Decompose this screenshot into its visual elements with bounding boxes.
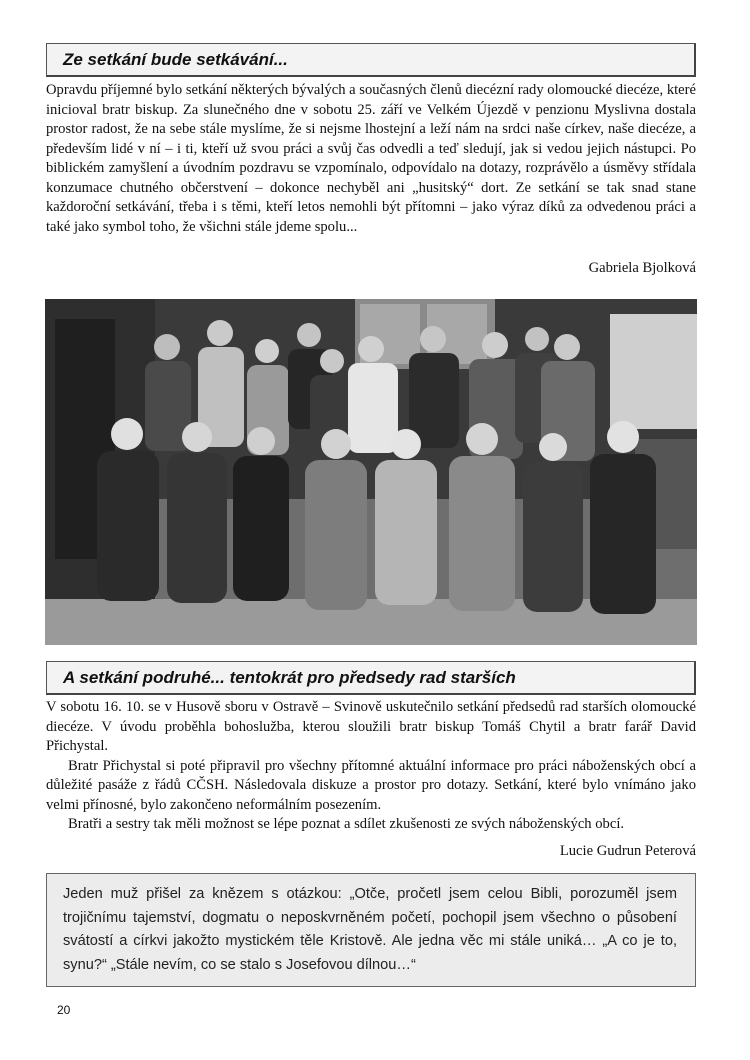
person-head [111, 418, 143, 450]
person-body [523, 462, 583, 612]
person-head [255, 339, 279, 363]
group-photo [45, 299, 697, 645]
person-head [154, 334, 180, 360]
person-body [375, 460, 437, 605]
back-row [145, 320, 595, 461]
person-body [449, 456, 515, 611]
article-paragraph: Opravdu příjemné bylo setkání některých bývalých a současných členů diecézní rady olomoucké diecéze, které inicioval bratr biskup. Za slunečného dne v sobotu 25. září ve Velkém Újezdě v penzionu Myslivna dostala prostor radost, že na sebe stále myslíme, že si nejsme lhostejní a leží nám na srdci naše církev, naše diecéze, a především lidé v ní – i ti, kteří už svou práci a svůj čas odvedli a teď sledují, jak si vedou jejich nástupci. Po biblickém zamyšlení a úvodním pozdravu se vzpomínalo, odpovídalo na dotazy, rozprávělo a úsměvy střídala konzumace chutného občerstvení – dokonce nechyběl ani „husitský“ dort. Ze setkání se tak snad stane každoroční setkávání, třeba i s těmi, kteří letos nemohli být přítomni – jako výraz díků za odvedenou práci a také jako symbol toho, že všichni stále jdeme spolu... [46, 82, 696, 235]
article-title: A setkání podruhé... tentokrát pro předsedy rad starších [63, 668, 516, 687]
person-head [207, 320, 233, 346]
person-head [607, 421, 639, 453]
person-head [182, 422, 212, 452]
person-body [305, 460, 367, 610]
joke-box [46, 873, 696, 987]
person-body [590, 454, 656, 614]
person-head [391, 429, 421, 459]
article-body [46, 698, 696, 835]
article-title: Ze setkání bude setkávání... [63, 50, 288, 69]
person-body [97, 451, 159, 601]
page-number: 20 [57, 1003, 71, 1017]
person-head [482, 332, 508, 358]
person-head [525, 327, 549, 351]
person-head [358, 336, 384, 362]
joke-text: Jeden muž přišel za knězem s otázkou: „Otče, pročetl jsem celou Bibli, porozuměl jsem trojičnímu tajemství, dogmatu o neposkvrněném početí, pochopil jsem všechno o působení svátostí a církvi jakožto mystickém těle Kristově. Ale jedna věc mi stále uniká… „A co je to, synu?“ „Stále nevím, co se stalo s Josefovou dílnou…“ [63, 886, 677, 973]
person-head [320, 349, 344, 373]
person-head [247, 427, 275, 455]
board [610, 314, 697, 429]
article-heading-box [46, 43, 696, 77]
article-body [46, 81, 696, 237]
person-head [466, 423, 498, 455]
person-head [539, 433, 567, 461]
article-paragraph: Bratr Přichystal si poté připravil pro všechny přítomné aktuální informace pro práci náboženských obcí a důležité pasáže z řádů CČSH. Následovala diskuze a prostor pro dotazy. Setkání, které bylo vnímáno jako velmi přínosné, bylo zakončeno neformálním posezením. [46, 757, 696, 813]
person-head [420, 326, 446, 352]
article-heading-box [46, 661, 696, 695]
article-author: Lucie Gudrun Peterová [559, 843, 696, 859]
person-head [321, 429, 351, 459]
article-paragraph: Bratři a sestry tak měli možnost se lépe poznat a sdílet zkušenosti ze svých náboženských obcí. [68, 816, 625, 832]
person-body [348, 363, 398, 453]
article-author: Gabriela Bjolková [588, 260, 696, 276]
article-paragraph: V sobotu 16. 10. se v Husově sboru v Ostravě – Svinově uskutečnilo setkání předsedů rad starších olomoucké diecéze. V úvodu proběhla bohoslužba, kterou sloužili bratr biskup Tomáš Chytil a bratr farář David Přichystal. [46, 699, 696, 754]
person-head [554, 334, 580, 360]
group-photo-icon [45, 299, 697, 645]
person-body [167, 453, 227, 603]
person-body [233, 456, 289, 601]
person-head [297, 323, 321, 347]
